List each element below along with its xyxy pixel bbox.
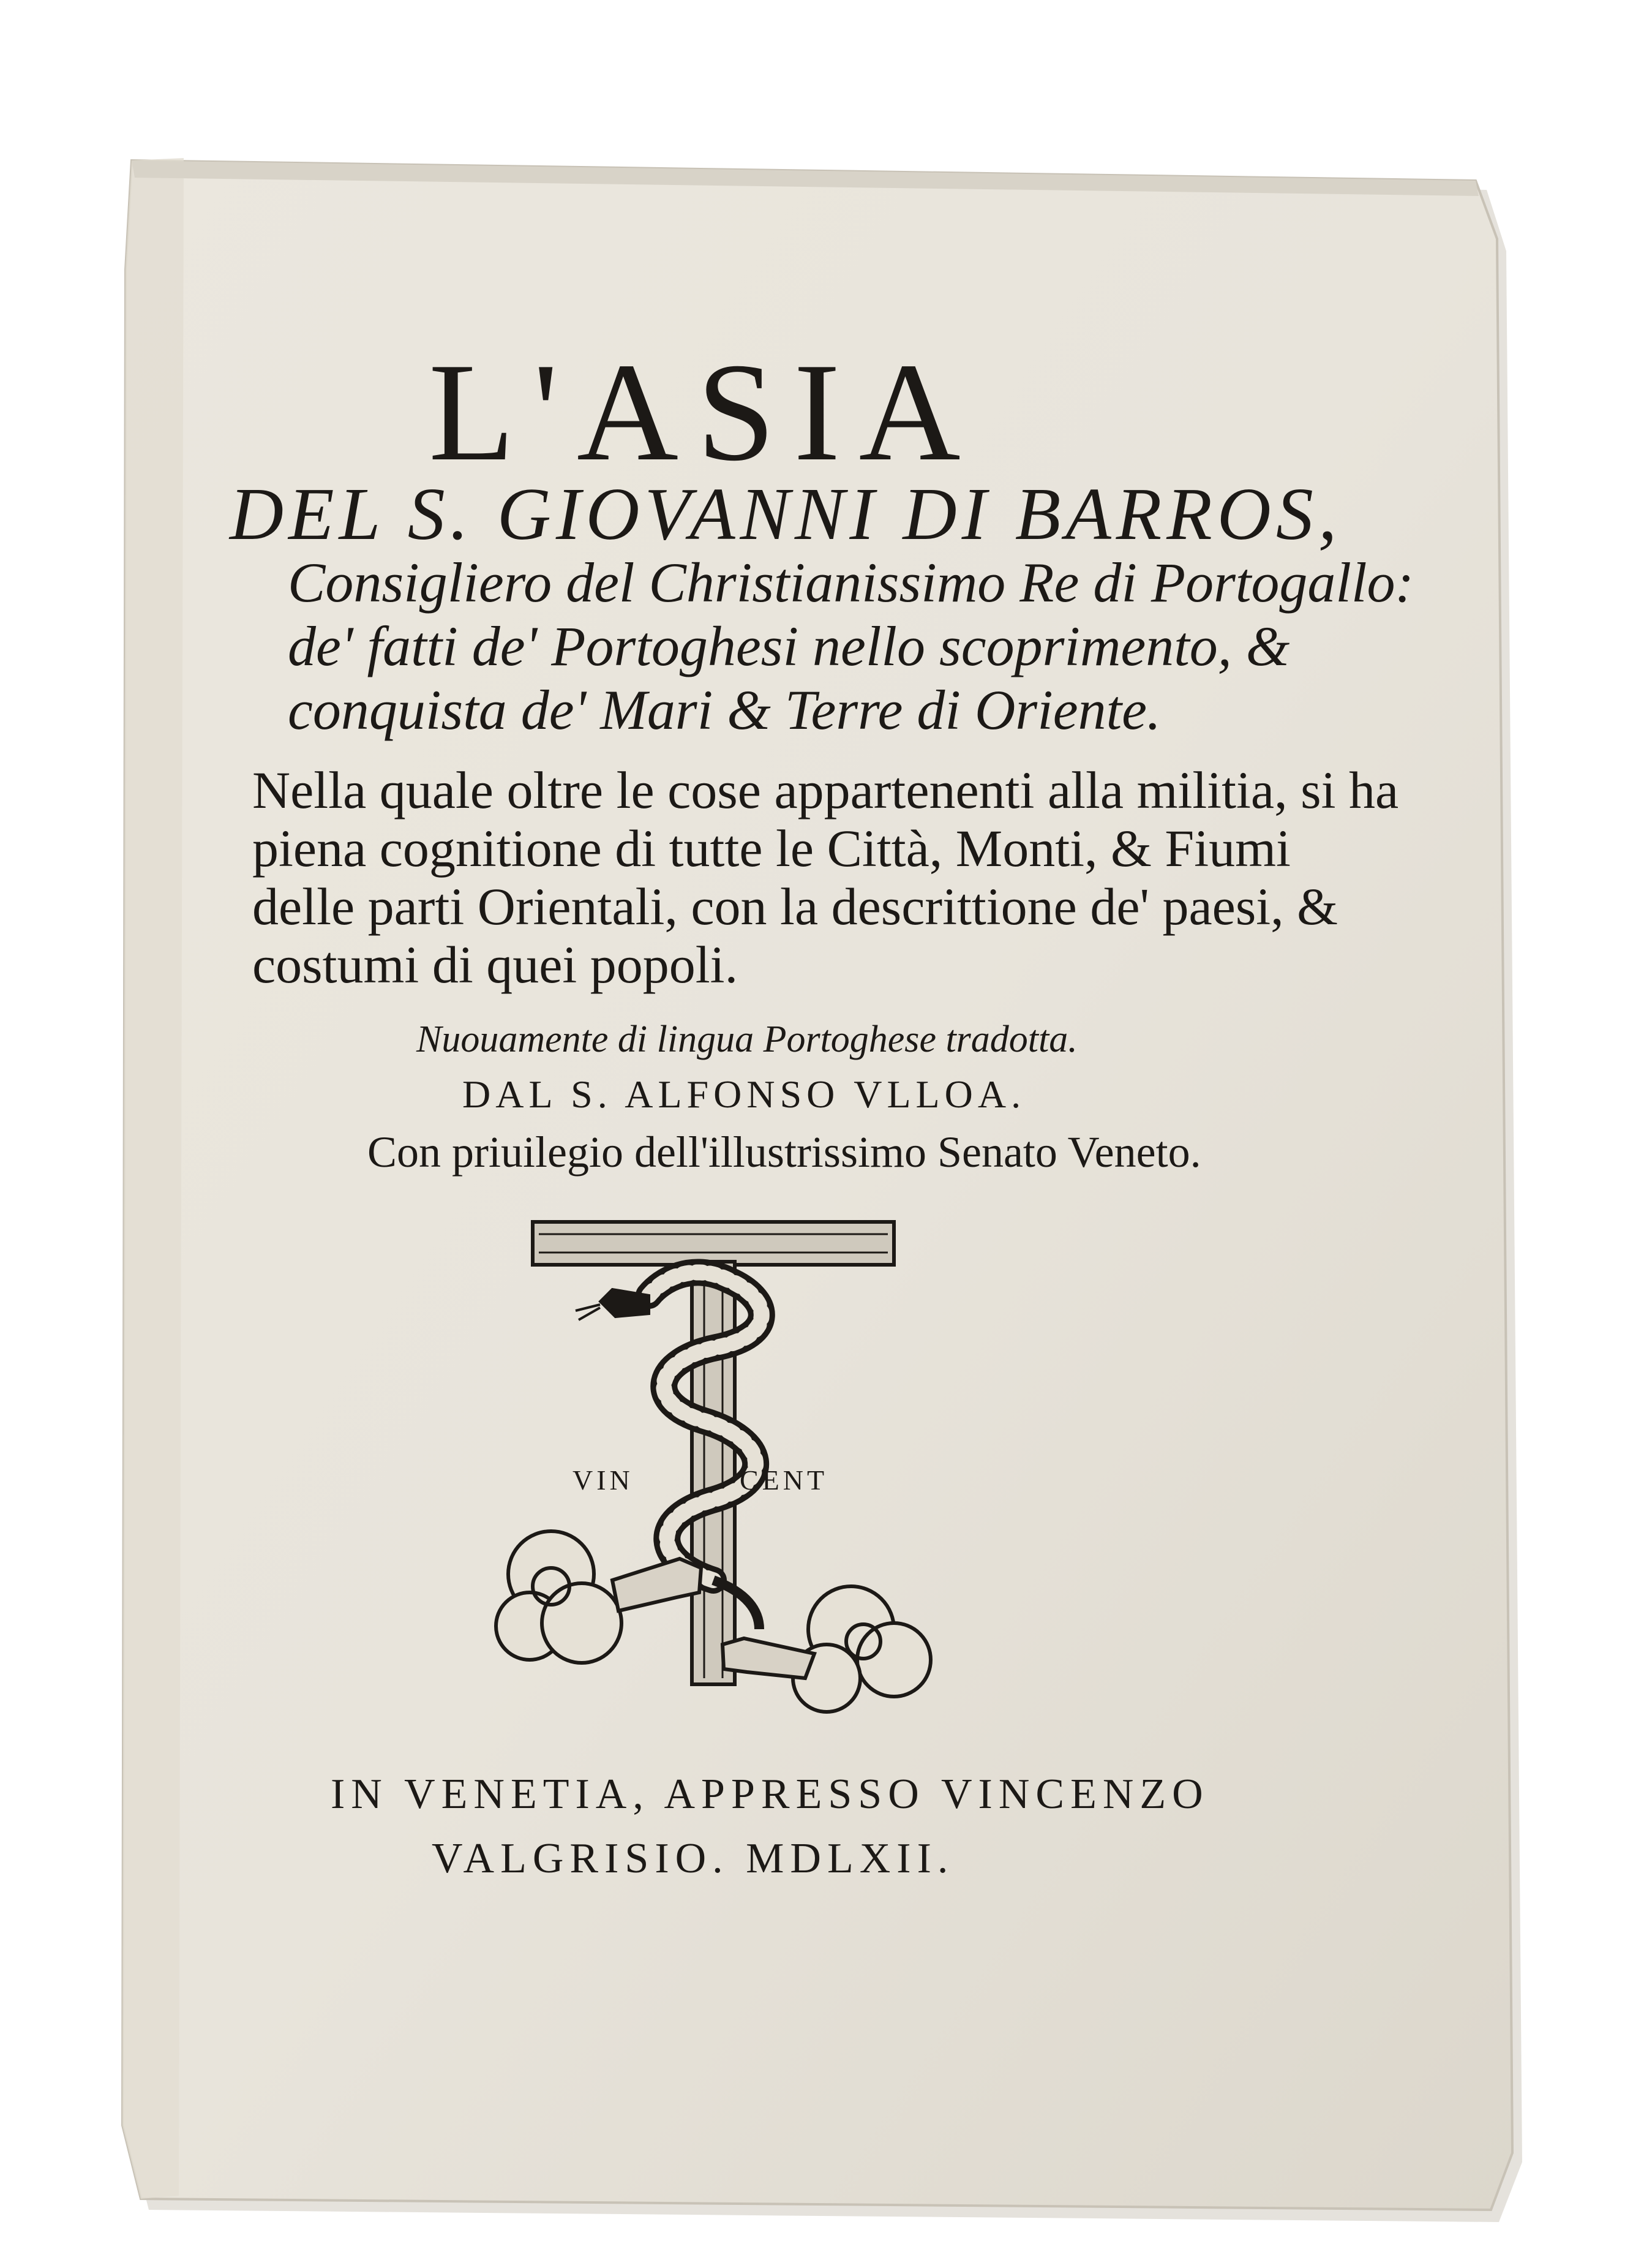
subtitle-line-1: Consigliero del Christianissimo Re di Portogallo: <box>288 551 1414 614</box>
motto-left: VIN <box>572 1464 634 1496</box>
subtitle-line-2: de' fatti de' Portoghesi nello scoprimento, & <box>288 615 1290 677</box>
imprint-line-1: IN VENETIA, APPRESSO VINCENZO <box>331 1771 1209 1818</box>
description-line-4: costumi di quei popoli. <box>252 935 738 994</box>
motto-right: CENT <box>740 1464 828 1496</box>
imprint-line-2: VALGRISIO. MDLXII. <box>432 1835 955 1882</box>
author-line: DEL S. GIOVANNI DI BARROS, <box>230 473 1342 556</box>
translation-note: Nuouamente di lingua Portoghese tradotta. <box>416 1019 1078 1060</box>
description-line-2: piena cognitione di tutte le Città, Monti, & Fiumi <box>252 819 1291 878</box>
translator-line: DAL S. ALFONSO VLLOA. <box>462 1072 1026 1116</box>
book-title: L'ASIA <box>429 334 979 490</box>
privilege-line: Con priuilegio dell'illustrissimo Senato Veneto. <box>367 1128 1201 1177</box>
description-line-1: Nella quale oltre le cose appartenenti alla militia, si ha <box>252 761 1399 819</box>
subtitle-line-3: conquista de' Mari & Terre di Oriente. <box>288 679 1161 741</box>
description-line-3: delle parti Orientali, con la descrittione de' paesi, & <box>252 877 1338 936</box>
